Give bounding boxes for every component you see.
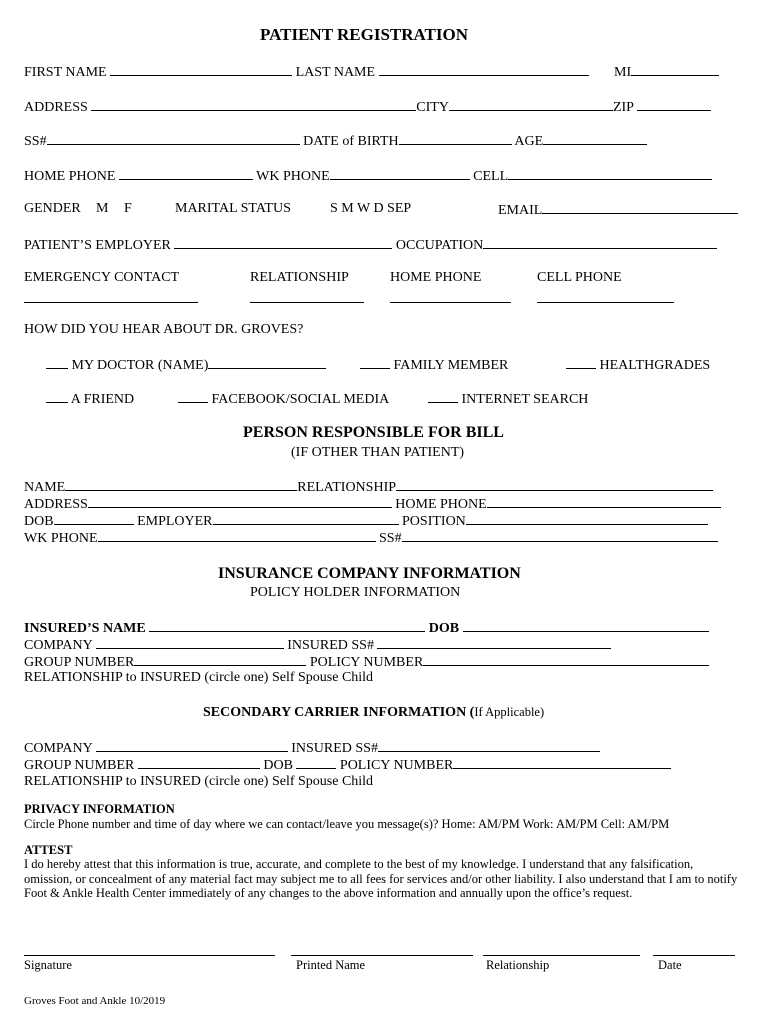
dob-field[interactable] (399, 131, 512, 145)
employer-field[interactable] (174, 235, 392, 249)
my-doctor-label: MY DOCTOR (NAME) (71, 358, 209, 373)
address-field[interactable] (91, 97, 416, 111)
internet-search-label: INTERNET SEARCH (461, 392, 589, 407)
mi-row (614, 62, 719, 81)
ec-cell-phone-field[interactable] (537, 302, 674, 303)
first-name-row (24, 62, 589, 81)
first-name-field[interactable] (110, 62, 292, 76)
first-name-label: FIRST NAME (24, 65, 107, 80)
my-doctor-name-field[interactable] (208, 355, 326, 369)
relationship-label: Relationship (486, 958, 550, 972)
printed-name-label: Printed Name (296, 958, 366, 972)
footer-text: Groves Foot and Ankle 10/2019 (24, 995, 166, 1007)
insurance-relationship[interactable]: RELATIONSHIP to INSURED (circle one) Self Spouse Child (24, 670, 374, 685)
email-label: EMAIL (498, 203, 543, 218)
insurance-company-field[interactable] (96, 635, 284, 649)
ec-relationship-field[interactable] (250, 302, 364, 303)
a-friend-check[interactable] (46, 389, 68, 403)
privacy-text: Circle Phone number and time of day where we can contact/leave you message(s)? Home: AM/PM Work: AM/PM Cell: AM/PM (24, 817, 670, 831)
mi-field[interactable] (631, 62, 719, 76)
city-label: CITY (416, 100, 449, 115)
occupation-label: OCCUPATION (395, 238, 484, 253)
email-field[interactable] (542, 200, 738, 214)
wk-phone-label: WK PHONE (256, 169, 330, 184)
internet-search-check[interactable] (428, 389, 458, 403)
responsible-address-label: ADDRESS (24, 497, 88, 512)
ss-label: SS# (24, 134, 47, 149)
secondary-policy-label: POLICY NUMBER (339, 758, 454, 773)
insurance-heading: INSURANCE COMPANY INFORMATION (218, 565, 521, 582)
last-name-field[interactable] (379, 62, 589, 76)
responsible-wk-row (24, 528, 718, 547)
ss-row (24, 131, 647, 150)
responsible-name-field[interactable] (65, 477, 297, 491)
responsible-relationship-label: RELATIONSHIP (297, 480, 397, 495)
group-number-label: GROUP NUMBER (24, 655, 135, 670)
secondary-heading-row (203, 704, 544, 721)
marital-status-label: MARITAL STATUS (175, 201, 291, 216)
privacy-heading: PRIVACY INFORMATION (24, 802, 175, 816)
responsible-subheading: (IF OTHER THAN PATIENT) (291, 445, 465, 460)
city-field[interactable] (449, 97, 613, 111)
address-label: ADDRESS (24, 100, 88, 115)
responsible-home-phone-field[interactable] (487, 494, 721, 508)
employer-label: PATIENT’S EMPLOYER (24, 238, 171, 253)
secondary-company-field[interactable] (96, 738, 288, 752)
emergency-contact-label: EMERGENCY CONTACT (24, 270, 180, 285)
responsible-employer-field[interactable] (213, 511, 399, 525)
marital-options[interactable]: S M W D SEP (330, 201, 412, 216)
relationship-line[interactable] (483, 955, 640, 956)
secondary-group-row (24, 755, 671, 774)
secondary-group-label: GROUP NUMBER (24, 758, 135, 773)
secondary-relationship[interactable]: RELATIONSHIP to INSURED (circle one) Self Spouse Child (24, 774, 374, 789)
responsible-heading: PERSON RESPONSIBLE FOR BILL (243, 424, 504, 441)
insured-ss-label: INSURED SS# (287, 638, 374, 653)
responsible-dob-field[interactable] (54, 511, 134, 525)
insured-dob-label: DOB (428, 621, 460, 636)
referral-healthgrades (566, 355, 710, 374)
printed-name-line[interactable] (291, 955, 473, 956)
wk-phone-field[interactable] (330, 166, 470, 180)
attest-line-1: I do hereby attest that this information is true, accurate, and complete to the best of my knowledge. I understand that any falsification, (24, 857, 694, 871)
referral-family (360, 355, 508, 374)
responsible-relationship-field[interactable] (396, 477, 713, 491)
group-number-field[interactable] (134, 652, 306, 666)
responsible-address-field[interactable] (88, 494, 392, 508)
date-line[interactable] (653, 955, 735, 956)
responsible-name-label: NAME (24, 480, 66, 495)
page-title: PATIENT REGISTRATION (260, 25, 468, 44)
healthgrades-check[interactable] (566, 355, 596, 369)
healthgrades-label: HEALTHGRADES (599, 358, 711, 373)
gender-f-option[interactable]: F (124, 201, 132, 216)
insured-dob-field[interactable] (463, 618, 709, 632)
ec-home-phone-label: HOME PHONE (390, 270, 482, 285)
home-phone-label: HOME PHONE (24, 169, 116, 184)
zip-field[interactable] (637, 97, 711, 111)
signature-label: Signature (24, 958, 72, 972)
attest-heading: ATTEST (24, 843, 73, 857)
family-member-label: FAMILY MEMBER (393, 358, 509, 373)
referral-friend (46, 389, 134, 408)
secondary-dob-label: DOB (263, 758, 293, 773)
insurance-subheading: POLICY HOLDER INFORMATION (250, 585, 461, 600)
mi-label: MI (614, 65, 632, 80)
attest-line-2: omission, or concealment of any material fact may subject me to all fees for services and/or other liability. I also understand that I am to notify (24, 872, 738, 886)
secondary-policy-field[interactable] (453, 755, 671, 769)
responsible-home-phone-label: HOME PHONE (395, 497, 487, 512)
occupation-field[interactable] (483, 235, 717, 249)
cell-field[interactable] (508, 166, 712, 180)
signature-line[interactable] (24, 955, 275, 956)
insured-ss-field[interactable] (377, 635, 611, 649)
responsible-employer-label: EMPLOYER (137, 514, 213, 529)
date-label: Date (658, 958, 682, 972)
responsible-wk-phone-label: WK PHONE (24, 531, 98, 546)
referral-internet (428, 389, 588, 408)
secondary-insured-ss-label: INSURED SS# (291, 741, 378, 756)
age-field[interactable] (543, 131, 647, 145)
secondary-heading-note: If Applicable) (474, 705, 545, 719)
insured-name-label: INSURED’S NAME (24, 621, 146, 636)
phones-row (24, 166, 712, 185)
last-name-label: LAST NAME (295, 65, 376, 80)
responsible-ss-label: SS# (379, 531, 402, 546)
secondary-heading: SECONDARY CARRIER INFORMATION ( (203, 705, 475, 720)
facebook-label: FACEBOOK/SOCIAL MEDIA (211, 392, 390, 407)
email-row (498, 200, 738, 219)
ss-field[interactable] (47, 131, 300, 145)
responsible-position-field[interactable] (466, 511, 708, 525)
responsible-ss-field[interactable] (402, 528, 718, 542)
insured-name-field[interactable] (149, 618, 425, 632)
referral-my-doctor (46, 355, 326, 374)
cell-label: CELL (473, 169, 509, 184)
ec-home-phone-field[interactable] (390, 302, 511, 303)
facebook-check[interactable] (178, 389, 208, 403)
insurance-company-label: COMPANY (24, 638, 93, 653)
dob-label: DATE of BIRTH (303, 134, 399, 149)
policy-number-label: POLICY NUMBER (309, 655, 424, 670)
policy-number-field[interactable] (423, 652, 709, 666)
my-doctor-check[interactable] (46, 355, 68, 369)
age-label: AGE (514, 134, 544, 149)
family-member-check[interactable] (360, 355, 390, 369)
referral-facebook (178, 389, 389, 408)
address-row (24, 97, 711, 116)
zip-label: ZIP (612, 100, 634, 115)
secondary-insured-ss-field[interactable] (378, 738, 600, 752)
secondary-dob-field[interactable] (296, 755, 336, 769)
attest-line-3: Foot & Ankle Health Center immediately of any changes to the above information and annually upon the office’s request. (24, 886, 633, 900)
emergency-contact-field[interactable] (24, 302, 198, 303)
home-phone-field[interactable] (119, 166, 253, 180)
employer-row (24, 235, 717, 254)
secondary-group-field[interactable] (138, 755, 260, 769)
gender-label: GENDER (24, 201, 81, 216)
responsible-dob-label: DOB (24, 514, 54, 529)
a-friend-label: A FRIEND (70, 392, 135, 407)
ec-cell-phone-label: CELL PHONE (537, 270, 622, 285)
responsible-wk-phone-field[interactable] (98, 528, 376, 542)
responsible-position-label: POSITION (402, 514, 466, 529)
secondary-company-label: COMPANY (24, 741, 93, 756)
referral-question: HOW DID YOU HEAR ABOUT DR. GROVES? (24, 322, 304, 337)
gender-m-option[interactable]: M (96, 201, 109, 216)
ec-relationship-label: RELATIONSHIP (250, 270, 349, 285)
